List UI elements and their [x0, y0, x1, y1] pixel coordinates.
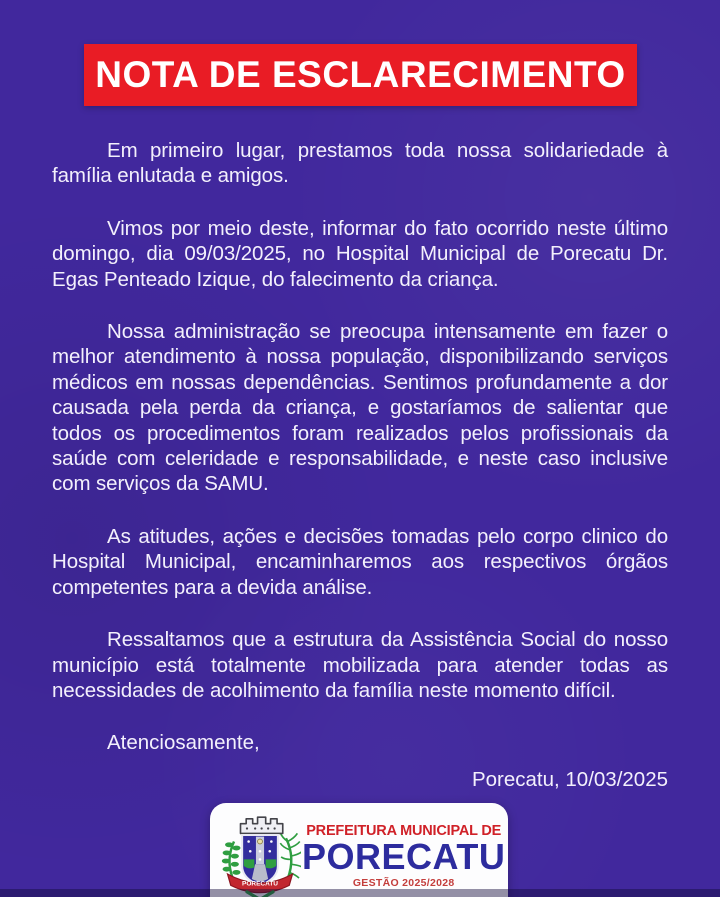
paragraph-solidarity: Em primeiro lugar, prestamos toda nossa solidariedade à família enlutada e amigos. — [52, 139, 668, 188]
letter-body — [52, 138, 668, 703]
page-title: NOTA DE ESCLARECIMENTO — [95, 54, 626, 95]
signature-place-date: Porecatu, 10/03/2025 — [471, 768, 668, 791]
paragraph-administration: Nossa administração se preocupa intensamente em fazer o melhor atendimento à nossa população, disponibilizando serviços médicos em nossas dependências. Sentimos profundamente a dor causada pela perda da criança, e gostaríamos de salientar que todos os procedimentos foram realizados pelos profissionais da saúde com celeridade e responsabilidade, e neste caso inclusive com serviços da SAMU. — [52, 320, 668, 496]
paragraph-social-assistance: Ressaltamos que a estrutura da Assistência Social do nosso município está totalmente mobilizada para atender todas as necessidades de acolhimento da família neste momento difícil. — [52, 628, 668, 702]
signature-block — [52, 730, 668, 792]
porecatu-coat-of-arms-icon — [218, 809, 302, 897]
logo-prefeitura-label: PREFEITURA MUNICIPAL DE — [306, 823, 502, 839]
paragraph-review: As atitudes, ações e decisões tomadas pelo corpo clinico do Hospital Municipal, encaminharemos aos respectivos órgãos competentes para a devida análise. — [52, 524, 668, 599]
title-banner — [84, 44, 637, 106]
crest-ribbon-text: PORECATU — [242, 880, 278, 888]
bottom-edge-shadow — [0, 889, 720, 897]
logo-city-name: PORECATU — [302, 836, 506, 877]
logo-gestao-label: GESTÃO 2025/2028 — [352, 877, 455, 889]
logo-card — [210, 803, 508, 897]
signature-closing: Atenciosamente, — [107, 731, 260, 754]
paragraph-fact: Vimos por meio deste, informar do fato ocorrido neste último domingo, dia 09/03/2025, no Hospital Municipal de Porecatu Dr. Egas Penteado Izique, do falecimento da criança. — [52, 216, 668, 291]
logo-wordmark — [302, 809, 505, 889]
